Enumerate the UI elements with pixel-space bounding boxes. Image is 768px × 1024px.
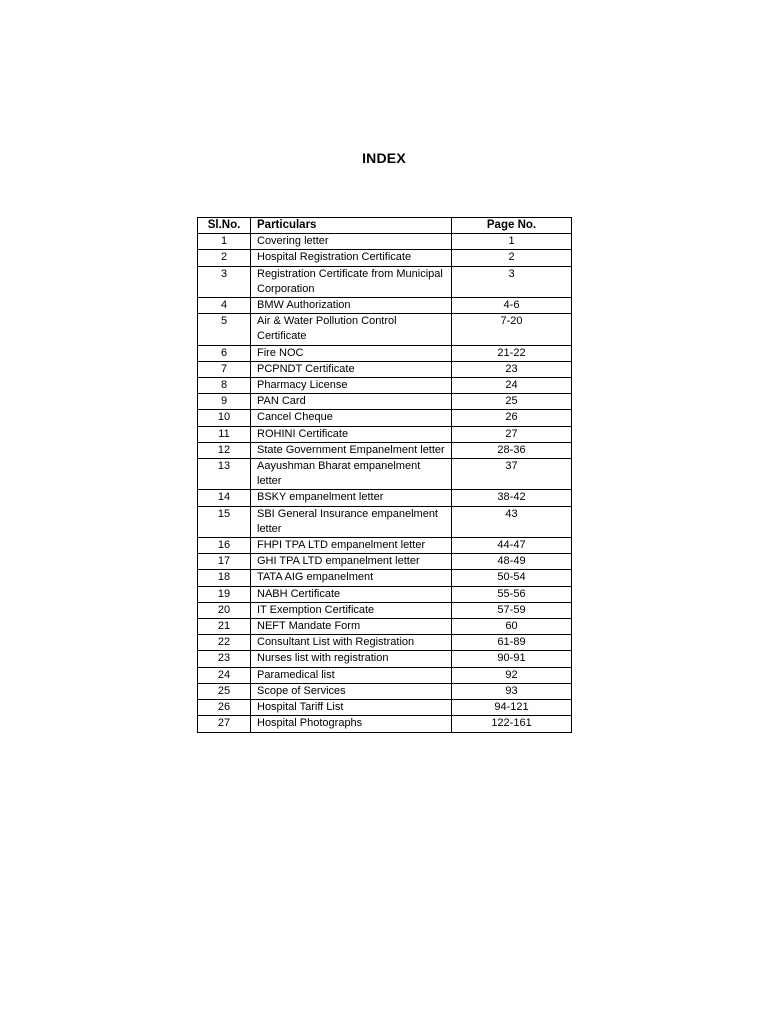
row-sl-no: 10 — [198, 410, 251, 426]
table-row — [198, 570, 572, 586]
row-page-no: 60 — [452, 619, 572, 635]
table-row — [198, 378, 572, 394]
row-particular: Covering letter — [251, 234, 452, 250]
table-row — [198, 459, 572, 490]
row-page-no: 55-56 — [452, 586, 572, 602]
table-row — [198, 554, 572, 570]
table-row — [198, 442, 572, 458]
row-particular: PCPNDT Certificate — [251, 361, 452, 377]
row-sl-no: 6 — [198, 345, 251, 361]
row-page-no: 37 — [452, 459, 572, 490]
row-sl-no: 26 — [198, 700, 251, 716]
row-page-no: 26 — [452, 410, 572, 426]
row-particular: State Government Empanelment letter — [251, 442, 452, 458]
table-row — [198, 234, 572, 250]
table-row — [198, 410, 572, 426]
header-sl-no: Sl.No. — [198, 218, 251, 234]
row-page-no: 21-22 — [452, 345, 572, 361]
row-particular: Nurses list with registration — [251, 651, 452, 667]
page-title: INDEX — [362, 150, 406, 166]
row-sl-no: 27 — [198, 716, 251, 732]
row-sl-no: 20 — [198, 602, 251, 618]
row-sl-no: 9 — [198, 394, 251, 410]
table-row — [198, 345, 572, 361]
table-row — [198, 683, 572, 699]
row-particular: Hospital Photographs — [251, 716, 452, 732]
table-row — [198, 700, 572, 716]
row-page-no: 92 — [452, 667, 572, 683]
row-sl-no: 8 — [198, 378, 251, 394]
header-page-no: Page No. — [452, 218, 572, 234]
row-particular: Air & Water Pollution Control Certificate — [251, 314, 452, 345]
row-sl-no: 13 — [198, 459, 251, 490]
row-particular: NABH Certificate — [251, 586, 452, 602]
row-particular: FHPI TPA LTD empanelment letter — [251, 538, 452, 554]
table-row — [198, 506, 572, 537]
table-header-row — [198, 218, 572, 234]
row-page-no: 1 — [452, 234, 572, 250]
row-page-no: 61-89 — [452, 635, 572, 651]
row-page-no: 43 — [452, 506, 572, 537]
row-page-no: 38-42 — [452, 490, 572, 506]
row-sl-no: 5 — [198, 314, 251, 345]
table-row — [198, 667, 572, 683]
header-particulars: Particulars — [251, 218, 452, 234]
row-particular: Registration Certificate from Municipal Corporation — [251, 266, 452, 297]
row-sl-no: 4 — [198, 298, 251, 314]
row-particular: Fire NOC — [251, 345, 452, 361]
row-page-no: 2 — [452, 250, 572, 266]
table-row — [198, 651, 572, 667]
table-row — [198, 250, 572, 266]
index-table — [197, 217, 572, 733]
row-particular: Cancel Cheque — [251, 410, 452, 426]
row-particular: Paramedical list — [251, 667, 452, 683]
row-page-no: 48-49 — [452, 554, 572, 570]
table-row — [198, 314, 572, 345]
row-page-no: 23 — [452, 361, 572, 377]
row-sl-no: 15 — [198, 506, 251, 537]
row-sl-no: 3 — [198, 266, 251, 297]
table-row — [198, 426, 572, 442]
row-sl-no: 7 — [198, 361, 251, 377]
row-sl-no: 17 — [198, 554, 251, 570]
row-page-no: 94-121 — [452, 700, 572, 716]
row-page-no: 4-6 — [452, 298, 572, 314]
table-row — [198, 586, 572, 602]
row-sl-no: 22 — [198, 635, 251, 651]
table-row — [198, 266, 572, 297]
table-row — [198, 716, 572, 732]
row-page-no: 44-47 — [452, 538, 572, 554]
row-sl-no: 1 — [198, 234, 251, 250]
row-sl-no: 21 — [198, 619, 251, 635]
row-sl-no: 14 — [198, 490, 251, 506]
row-particular: NEFT Mandate Form — [251, 619, 452, 635]
row-page-no: 57-59 — [452, 602, 572, 618]
table-row — [198, 361, 572, 377]
row-page-no: 50-54 — [452, 570, 572, 586]
row-page-no: 3 — [452, 266, 572, 297]
row-particular: TATA AIG empanelment — [251, 570, 452, 586]
row-page-no: 25 — [452, 394, 572, 410]
row-particular: BMW Authorization — [251, 298, 452, 314]
row-sl-no: 18 — [198, 570, 251, 586]
table-row — [198, 602, 572, 618]
row-particular: ROHINI Certificate — [251, 426, 452, 442]
row-sl-no: 19 — [198, 586, 251, 602]
row-particular: SBI General Insurance empanelment letter — [251, 506, 452, 537]
row-particular: Hospital Registration Certificate — [251, 250, 452, 266]
row-sl-no: 25 — [198, 683, 251, 699]
table-row — [198, 538, 572, 554]
row-sl-no: 2 — [198, 250, 251, 266]
row-page-no: 27 — [452, 426, 572, 442]
table-row — [198, 619, 572, 635]
row-page-no: 7-20 — [452, 314, 572, 345]
row-particular: GHI TPA LTD empanelment letter — [251, 554, 452, 570]
table-row — [198, 298, 572, 314]
row-particular: IT Exemption Certificate — [251, 602, 452, 618]
row-page-no: 93 — [452, 683, 572, 699]
row-particular: Aayushman Bharat empanelment letter — [251, 459, 452, 490]
row-particular: Consultant List with Registration — [251, 635, 452, 651]
row-page-no: 24 — [452, 378, 572, 394]
row-page-no: 90-91 — [452, 651, 572, 667]
row-page-no: 28-36 — [452, 442, 572, 458]
row-page-no: 122-161 — [452, 716, 572, 732]
row-sl-no: 23 — [198, 651, 251, 667]
row-particular: Scope of Services — [251, 683, 452, 699]
row-particular: Hospital Tariff List — [251, 700, 452, 716]
row-sl-no: 12 — [198, 442, 251, 458]
row-sl-no: 16 — [198, 538, 251, 554]
table-row — [198, 490, 572, 506]
table-row — [198, 394, 572, 410]
row-sl-no: 11 — [198, 426, 251, 442]
row-sl-no: 24 — [198, 667, 251, 683]
table-row — [198, 635, 572, 651]
row-particular: PAN Card — [251, 394, 452, 410]
row-particular: Pharmacy License — [251, 378, 452, 394]
row-particular: BSKY empanelment letter — [251, 490, 452, 506]
